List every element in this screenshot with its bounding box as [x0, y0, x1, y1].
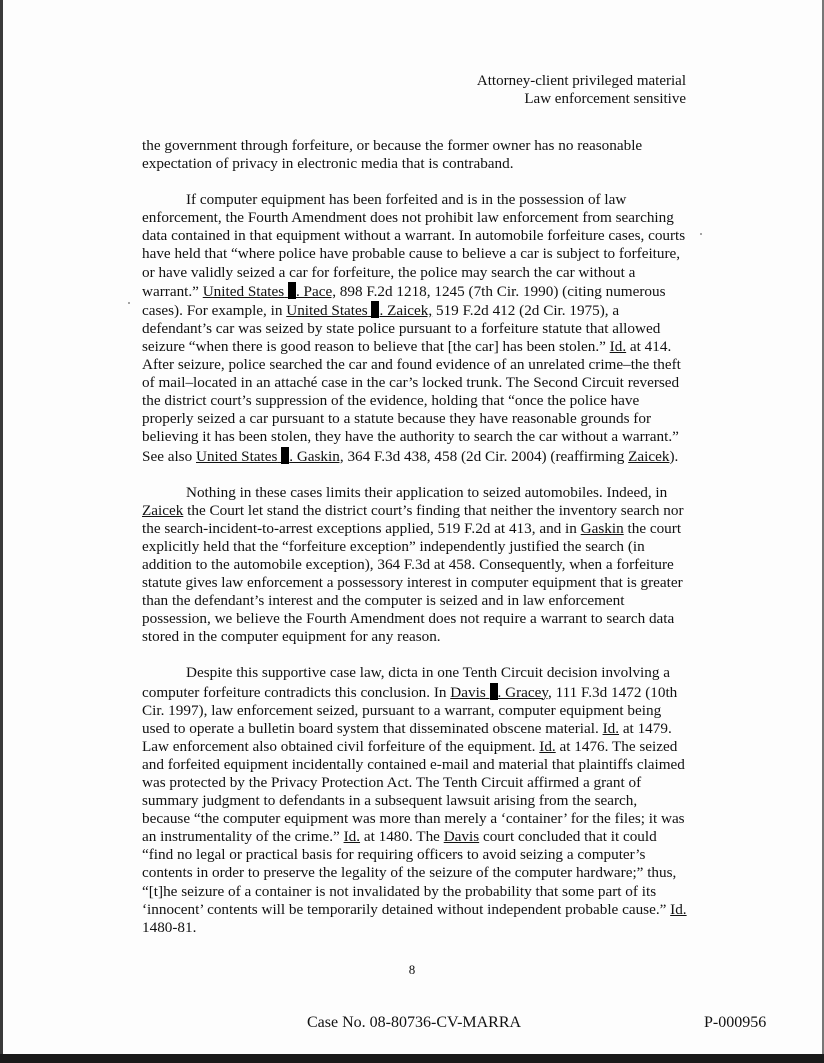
paragraph-1: the government through forfeiture, or because the former owner has no reasonable expectation of privacy in electronic media that is contraband. [142, 137, 643, 173]
redaction-block [288, 282, 296, 299]
case-citation-zaicek [286, 302, 432, 319]
text-run: 364 F.3d 438, 458 (2d Cir. 2004) (reaffirming [343, 447, 629, 465]
header-line-2: Law enforcement sensitive [524, 91, 686, 107]
text-run: Despite this supportive case law, dicta in one Tenth Circuit decision involving a computer forfeiture contradicts this conclusion. In [142, 664, 670, 701]
id-citation: Id. [609, 337, 627, 355]
text-run: 898 F.2d 1218, 1245 (7th Cir. 1990) (citing numerous cases). For example, in [142, 282, 666, 319]
id-citation: Id. [343, 828, 361, 846]
citation-text: . Zaicek, [379, 301, 433, 319]
paragraph-2 [142, 191, 687, 465]
text-run: at 1476. The seized and forfeited equipment incidentally contained e-mail and material that plaintiffs claimed was protected by the Privacy Protection Act. The Tenth Circuit affirmed a grant of summary judgment to defendants in a subsequent lawsuit arising from the search, because “the computer equipment was more than merely a ‘container’ for the files; it was an instrumentality of the crime.” [142, 737, 685, 846]
id-citation: Id. [670, 900, 687, 918]
footer-bates-number: P-000956 [704, 1014, 767, 1031]
scan-speck [700, 233, 702, 235]
citation-text: . Gracey, [497, 683, 552, 701]
text-run: Nothing in these cases limits their application to seized automobiles. Indeed, in [186, 483, 668, 501]
id-citation: Id. [602, 719, 620, 737]
redaction-block [490, 683, 498, 700]
text-run: 1480-81. [142, 918, 197, 936]
citation-text: . Gaskin, [289, 447, 344, 465]
scan-left-edge [0, 0, 3, 1063]
citation-text: Davis [450, 683, 486, 701]
case-citation-gaskin-short: Gaskin [580, 519, 624, 537]
text-run: at 1479. Law enforcement also obtained civil forfeiture of the equipment. [142, 719, 672, 755]
case-citation-davis [450, 684, 551, 701]
paragraph-3 [142, 484, 687, 647]
footer-case-number: Case No. 08-80736-CV-MARRA [307, 1014, 522, 1031]
privilege-header [477, 72, 686, 108]
text-run: If computer equipment has been forfeited and is in the possession of law enforcement, the Fourth Amendment does not prohibit law enforcement from searching data contained in that equipment without a warrant. In automobile forfeiture cases, courts have held that “where police have probable cause to believe a car is subject to forfeiture, or have validly seized a car for forfeiture, the police may search the car without a warrant.” [142, 191, 686, 300]
case-citation-gaskin [196, 448, 344, 465]
case-citation-davis-short: Davis [443, 828, 480, 846]
paragraph-4 [142, 664, 687, 936]
case-citation-zaicek-short: Zaicek [628, 447, 670, 465]
text-run: at 414. After seizure, police searched the car and found evidence of an unrelated crime–the theft of mail–located in an attaché case in the car’s locked trunk. The Second Circuit reversed the district court’s suppression of the evidence, holding that “once the police have properly seized a car pursuant to a statute because they have reasonable grounds for believing it has been stolen, they have the authority to search the car without a warrant.” See also [142, 337, 681, 465]
text-run: 519 F.2d 412 (2d Cir. 1975), a defendant’s car was seized by state police pursuant to a forfeiture statute that allowed seizure “when there is good reason to believe that [the car] has been stolen.” [142, 301, 661, 355]
text-run: the court explicitly held that the “forfeiture exception” independently justified the search (in addition to the automobile exception), 364 F.3d at 458. Consequently, when a forfeiture statute gives law enforcement a possessory interest in computer equipment that is greater than the defendant’s interest and the computer is seized and in law enforcement possession, we believe the Fourth Amendment does not require a warrant to search data stored in the computer equipment for any reason. [142, 519, 683, 646]
page-number: 8 [408, 962, 416, 977]
text-run: the Court let stand the district court’s finding that neither the inventory search nor the search-incident-to-arrest exceptions applied, 519 F.2d at 413, and in [142, 501, 684, 537]
text-run: 111 F.3d 1472 (10th Cir. 1997), law enforcement seized, pursuant to a warrant, computer equipment being used to operate a bulletin board system that disseminated obscene material. [142, 683, 678, 737]
citation-text: United States [196, 447, 278, 465]
text-run: court concluded that it could “find no legal or practical basis for requiring officers to avoid seizing a computer’s contents in order to preserve the legality of the seizure of the computer hardware;” thus, “[t]he seizure of a container is not invalidated by the probability that some part of its ‘innocent’ contents will be temporarily detained without independent probable cause.” [142, 828, 677, 918]
case-citation-zaicek-short: Zaicek [142, 501, 184, 519]
text-run: ). [669, 447, 679, 465]
scan-bottom-edge [0, 1054, 824, 1063]
citation-text: United States [202, 282, 285, 300]
citation-text: United States [286, 301, 368, 319]
header-line-1: Attorney-client privileged material [476, 73, 686, 89]
citation-text: . Pace, [295, 282, 336, 300]
body-text [142, 137, 687, 955]
scan-speck [128, 302, 130, 304]
text-run: at 1480. The [360, 828, 444, 846]
id-citation: Id. [539, 737, 556, 755]
case-citation-pace [203, 283, 336, 300]
